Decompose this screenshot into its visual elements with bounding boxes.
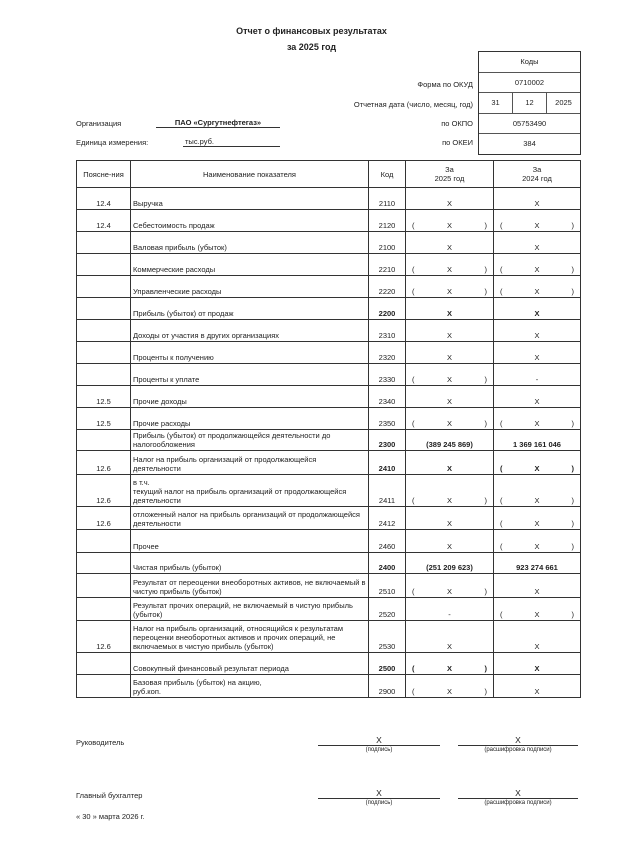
indicator-name: Себестоимость продаж <box>131 210 369 232</box>
note-cell <box>77 530 131 553</box>
note-cell <box>77 430 131 451</box>
value-y2024 <box>494 451 581 475</box>
accountant-label: Главный бухгалтер <box>76 791 143 800</box>
table-row <box>77 298 581 320</box>
note-cell <box>77 653 131 675</box>
close-paren: ) <box>571 419 574 428</box>
value-text: X <box>446 687 452 696</box>
value-y2025 <box>406 598 494 621</box>
code-cell: 2510 <box>369 574 406 598</box>
indicator-name: Прибыль (убыток) от продолжающейся деятельности до налогообложения <box>131 430 369 451</box>
indicator-name: Базовая прибыль (убыток) на акцию, руб.коп. <box>131 675 369 698</box>
value-y2025 <box>406 386 494 408</box>
indicator-name: Чистая прибыль (убыток) <box>131 553 369 574</box>
close-paren: ) <box>571 464 574 473</box>
indicator-name: Прочие расходы <box>131 408 369 430</box>
note-cell: 12.6 <box>77 451 131 475</box>
header-2024: За 2024 год <box>494 161 581 188</box>
close-paren: ) <box>484 496 487 505</box>
code-cell: 2330 <box>369 364 406 386</box>
accountant-decode-caption: (расшифровка подписи) <box>484 800 552 806</box>
value-text: X <box>534 331 540 340</box>
code-cell: 2340 <box>369 386 406 408</box>
date-month: 12 <box>512 93 546 113</box>
value-y2024 <box>494 530 581 553</box>
value-y2024 <box>494 232 581 254</box>
code-cell: 2530 <box>369 621 406 653</box>
table-row <box>77 598 581 621</box>
note-cell <box>77 232 131 254</box>
close-paren: ) <box>571 519 574 528</box>
open-paren: ( <box>412 287 415 296</box>
value-y2025 <box>406 451 494 475</box>
close-paren: ) <box>484 221 487 230</box>
value-y2025 <box>406 530 494 553</box>
code-cell: 2460 <box>369 530 406 553</box>
open-paren: ( <box>500 221 503 230</box>
value-y2024 <box>494 210 581 232</box>
report-title: Отчет о финансовых результатах <box>236 26 387 36</box>
value-text: 1 369 161 046 <box>513 440 561 449</box>
code-cell: 2900 <box>369 675 406 698</box>
value-y2025 <box>406 320 494 342</box>
indicator-name: Коммерческие расходы <box>131 254 369 276</box>
value-text: (389 245 869) <box>426 440 473 449</box>
value-y2025 <box>406 475 494 507</box>
value-text: - <box>448 610 451 619</box>
open-paren: ( <box>412 587 415 596</box>
table-row <box>77 386 581 408</box>
value-y2024 <box>494 188 581 210</box>
value-y2025 <box>406 232 494 254</box>
value-y2024 <box>494 475 581 507</box>
value-y2024 <box>494 320 581 342</box>
code-cell: 2400 <box>369 553 406 574</box>
indicator-name: Прочие доходы <box>131 386 369 408</box>
value-y2025 <box>406 675 494 698</box>
value-y2024 <box>494 386 581 408</box>
note-cell <box>77 364 131 386</box>
value-text: X <box>446 353 452 362</box>
table-row <box>77 675 581 698</box>
code-cell: 2350 <box>369 408 406 430</box>
value-text: X <box>446 642 452 651</box>
close-paren: ) <box>571 610 574 619</box>
head-label: Руководитель <box>76 738 125 747</box>
indicator-name: в т.ч. текущий налог на прибыль организаций от продолжающейся деятельности <box>131 475 369 507</box>
table-row <box>77 254 581 276</box>
accountant-signature-caption: (подпись) <box>365 800 393 806</box>
indicator-name: Выручка <box>131 188 369 210</box>
close-paren: ) <box>484 687 487 696</box>
header-notes: Поясне-ния <box>77 161 131 188</box>
date-year: 2025 <box>546 93 580 113</box>
open-paren: ( <box>412 419 415 428</box>
okpo-code: 05753490 <box>512 118 547 128</box>
note-cell: 12.4 <box>77 210 131 232</box>
value-text: X <box>534 265 540 274</box>
value-text: X <box>446 287 452 296</box>
code-cell: 2110 <box>369 188 406 210</box>
open-paren: ( <box>500 519 503 528</box>
value-y2024 <box>494 276 581 298</box>
value-y2024 <box>494 653 581 675</box>
table-row <box>77 276 581 298</box>
value-text: X <box>446 542 452 551</box>
open-paren: ( <box>412 496 415 505</box>
value-y2024 <box>494 430 581 451</box>
close-paren: ) <box>484 375 487 384</box>
value-text: (251 209 623) <box>426 563 473 572</box>
value-text: X <box>534 287 540 296</box>
open-paren: ( <box>412 221 415 230</box>
value-text: X <box>446 243 452 252</box>
value-text: X <box>446 375 452 384</box>
table-row <box>77 507 581 530</box>
indicator-name: Проценты к уплате <box>131 364 369 386</box>
code-cell: 2410 <box>369 451 406 475</box>
value-y2024 <box>494 574 581 598</box>
note-cell <box>77 598 131 621</box>
note-cell <box>77 342 131 364</box>
note-cell: 12.5 <box>77 386 131 408</box>
table-row <box>77 210 581 232</box>
accountant-signature-decode: X <box>458 788 578 799</box>
value-text: X <box>534 610 540 619</box>
value-text: X <box>534 642 540 651</box>
value-text: X <box>534 464 540 473</box>
unit-value: тыс.руб. <box>183 137 280 147</box>
open-paren: ( <box>412 375 415 384</box>
value-y2025 <box>406 188 494 210</box>
okei-label: по ОКЕИ <box>442 138 473 147</box>
note-cell: 12.4 <box>77 188 131 210</box>
accountant-signature: X <box>318 788 440 799</box>
indicator-name: Результат от переоценки внеоборотных активов, не включаемый в чистую прибыль (убыток) <box>131 574 369 598</box>
header-2025: За 2025 год <box>406 161 494 188</box>
codes-box <box>478 51 581 155</box>
value-text: X <box>446 464 452 473</box>
code-cell: 2310 <box>369 320 406 342</box>
code-cell: 2100 <box>369 232 406 254</box>
organization-name: ПАО «Сургутнефтегаз» <box>156 118 280 128</box>
note-cell <box>77 675 131 698</box>
indicator-name: Управленческие расходы <box>131 276 369 298</box>
close-paren: ) <box>571 542 574 551</box>
open-paren: ( <box>500 464 503 473</box>
table-row <box>77 342 581 364</box>
code-cell: 2411 <box>369 475 406 507</box>
note-cell <box>77 553 131 574</box>
code-cell: 2300 <box>369 430 406 451</box>
note-cell <box>77 276 131 298</box>
note-cell <box>77 320 131 342</box>
open-paren: ( <box>412 687 415 696</box>
date-day: 31 <box>491 98 500 108</box>
value-y2024 <box>494 342 581 364</box>
value-y2025 <box>406 430 494 451</box>
open-paren: ( <box>412 265 415 274</box>
report-period: за 2025 год <box>286 42 337 52</box>
close-paren: ) <box>484 664 487 673</box>
unit-label: Единица измерения: <box>76 138 149 147</box>
open-paren: ( <box>500 287 503 296</box>
organization-label: Организация <box>76 119 122 128</box>
close-paren: ) <box>571 287 574 296</box>
open-paren: ( <box>500 265 503 274</box>
report-date: « 30 » марта 2026 г. <box>76 812 145 821</box>
code-cell: 2520 <box>369 598 406 621</box>
value-y2024 <box>494 364 581 386</box>
table-row <box>77 451 581 475</box>
indicator-name: Доходы от участия в других организациях <box>131 320 369 342</box>
note-cell: 12.6 <box>77 507 131 530</box>
close-paren: ) <box>571 221 574 230</box>
code-cell: 2200 <box>369 298 406 320</box>
code-cell: 2412 <box>369 507 406 530</box>
open-paren: ( <box>500 496 503 505</box>
table-row <box>77 621 581 653</box>
codes-header: Коды <box>520 57 539 67</box>
value-y2024 <box>494 298 581 320</box>
value-text: X <box>534 496 540 505</box>
code-cell: 2210 <box>369 254 406 276</box>
note-cell <box>77 574 131 598</box>
value-y2025 <box>406 553 494 574</box>
value-text: X <box>446 221 452 230</box>
close-paren: ) <box>484 265 487 274</box>
value-text: X <box>534 687 540 696</box>
code-cell: 2220 <box>369 276 406 298</box>
indicator-name: Налог на прибыль организаций, относящийся к результатам переоценки внеоборотных активов и прочих операций, не включаемых в чистую прибыль (убыток) <box>131 621 369 653</box>
note-cell <box>77 298 131 320</box>
head-signature-caption: (подпись) <box>365 747 393 753</box>
note-cell <box>77 254 131 276</box>
table-row <box>77 364 581 386</box>
value-y2025 <box>406 408 494 430</box>
value-y2024 <box>494 507 581 530</box>
okei-code: 384 <box>523 139 536 149</box>
value-text: X <box>534 243 540 252</box>
value-text: X <box>534 199 540 208</box>
open-paren: ( <box>500 610 503 619</box>
value-y2024 <box>494 675 581 698</box>
value-text: X <box>446 496 452 505</box>
value-y2024 <box>494 254 581 276</box>
value-text: X <box>534 397 540 406</box>
value-y2025 <box>406 342 494 364</box>
close-paren: ) <box>484 587 487 596</box>
value-y2025 <box>406 574 494 598</box>
value-text: X <box>446 664 452 673</box>
code-cell: 2120 <box>369 210 406 232</box>
value-y2025 <box>406 364 494 386</box>
value-text: 923 274 661 <box>516 563 558 572</box>
table-row <box>77 553 581 574</box>
head-decode-caption: (расшифровка подписи) <box>484 747 552 753</box>
value-text: - <box>535 375 539 384</box>
value-text: X <box>534 309 540 318</box>
value-y2024 <box>494 408 581 430</box>
indicator-name: Прочее <box>131 530 369 553</box>
open-paren: ( <box>500 542 503 551</box>
table-row <box>77 232 581 254</box>
table-row <box>77 408 581 430</box>
value-text: X <box>534 419 540 428</box>
close-paren: ) <box>484 287 487 296</box>
open-paren: ( <box>412 664 415 673</box>
close-paren: ) <box>571 265 574 274</box>
table-row <box>77 574 581 598</box>
value-text: X <box>446 309 452 318</box>
note-cell: 12.6 <box>77 475 131 507</box>
indicator-name: Проценты к получению <box>131 342 369 364</box>
note-cell: 12.6 <box>77 621 131 653</box>
close-paren: ) <box>571 496 574 505</box>
close-paren: ) <box>484 419 487 428</box>
value-y2025 <box>406 298 494 320</box>
value-text: X <box>446 419 452 428</box>
value-text: X <box>446 265 452 274</box>
open-paren: ( <box>500 419 503 428</box>
table-row <box>77 653 581 675</box>
value-y2025 <box>406 507 494 530</box>
header-code: Код <box>369 161 406 188</box>
indicator-name: Прибыль (убыток) от продаж <box>131 298 369 320</box>
note-cell: 12.5 <box>77 408 131 430</box>
value-text: X <box>534 587 540 596</box>
indicator-name: Налог на прибыль организаций от продолжающейся деятельности <box>131 451 369 475</box>
indicator-name: Результат прочих операций, не включаемый в чистую прибыль (убыток) <box>131 598 369 621</box>
results-table <box>76 160 581 698</box>
table-row <box>77 188 581 210</box>
value-text: X <box>446 397 452 406</box>
value-y2025 <box>406 254 494 276</box>
table-row <box>77 530 581 553</box>
table-row <box>77 430 581 451</box>
okpo-label: по ОКПО <box>441 119 473 128</box>
indicator-name: Совокупный финансовый результат периода <box>131 653 369 675</box>
value-y2025 <box>406 276 494 298</box>
indicator-name: Валовая прибыль (убыток) <box>131 232 369 254</box>
value-y2024 <box>494 553 581 574</box>
okud-label: Форма по ОКУД <box>417 80 473 89</box>
table-row <box>77 320 581 342</box>
value-y2025 <box>406 653 494 675</box>
header-indicator: Наименование показателя <box>131 161 369 188</box>
value-text: X <box>534 353 540 362</box>
value-text: X <box>534 519 540 528</box>
value-text: X <box>446 331 452 340</box>
table-row <box>77 475 581 507</box>
value-text: X <box>446 587 452 596</box>
date-label: Отчетная дата (число, месяц, год) <box>353 100 473 109</box>
value-text: X <box>534 664 540 673</box>
value-y2024 <box>494 598 581 621</box>
value-text: X <box>446 199 452 208</box>
value-text: X <box>446 519 452 528</box>
okud-code: 0710002 <box>514 77 545 87</box>
head-signature-decode: X <box>458 735 578 746</box>
value-y2025 <box>406 210 494 232</box>
value-y2025 <box>406 621 494 653</box>
indicator-name: отложенный налог на прибыль организаций от продолжающейся деятельности <box>131 507 369 530</box>
code-cell: 2500 <box>369 653 406 675</box>
code-cell: 2320 <box>369 342 406 364</box>
value-text: X <box>534 221 540 230</box>
head-signature: X <box>318 735 440 746</box>
value-text: X <box>534 542 540 551</box>
value-y2024 <box>494 621 581 653</box>
